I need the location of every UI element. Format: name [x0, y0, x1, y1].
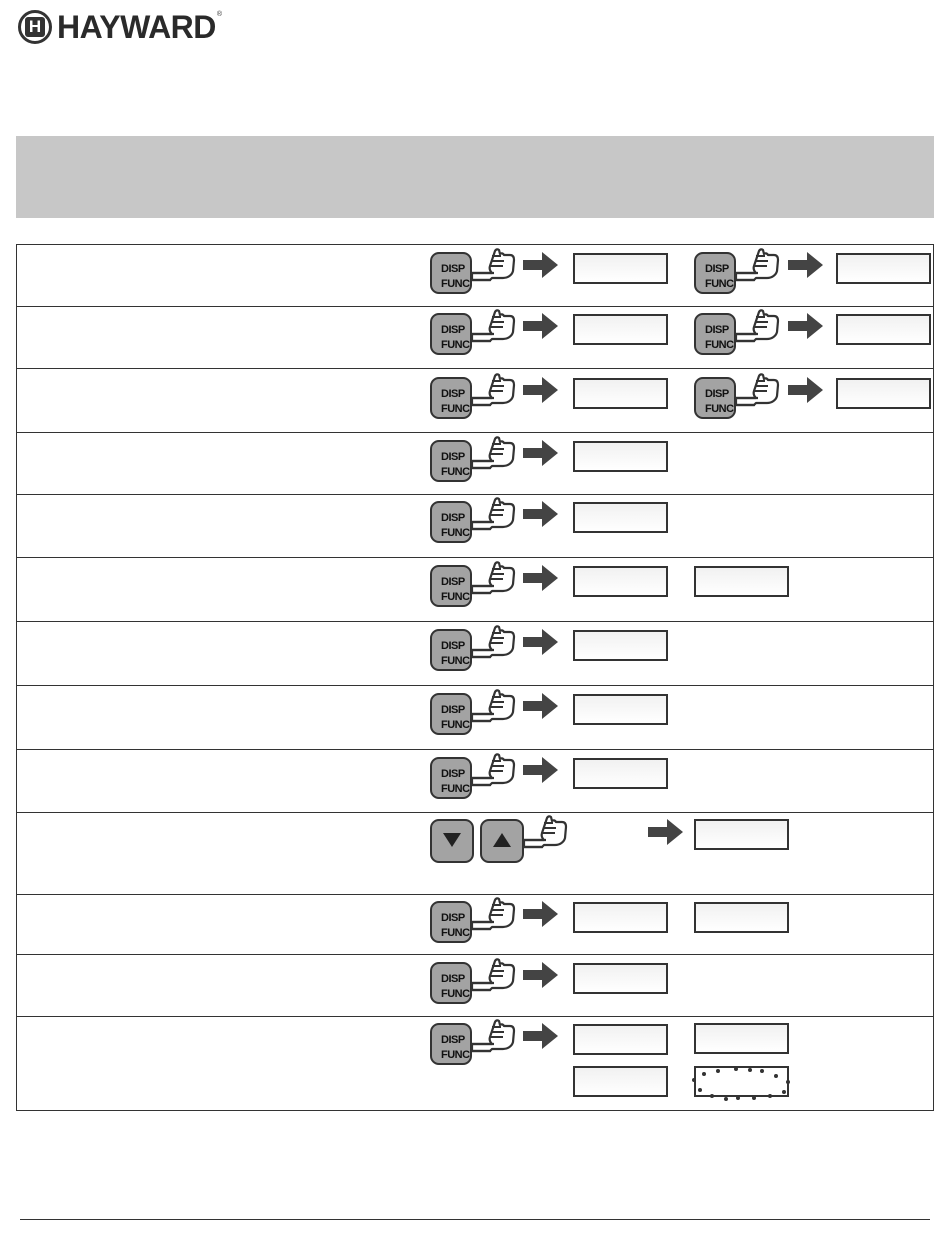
- flashing-dots-icon: [692, 1058, 796, 1110]
- disp-func-button[interactable]: [430, 308, 516, 360]
- disp-func-button[interactable]: [430, 688, 516, 740]
- disp-func-button[interactable]: [430, 624, 516, 676]
- disp-func-button[interactable]: [430, 957, 516, 1009]
- disp-func-key-icon: [694, 252, 736, 294]
- lcd-display: [836, 378, 931, 409]
- func-label: FUNC: [441, 339, 470, 351]
- disp-func-button[interactable]: [430, 560, 516, 612]
- down-button[interactable]: [430, 819, 474, 863]
- down-triangle-icon: [442, 832, 462, 848]
- disp-func-button[interactable]: [430, 435, 516, 487]
- right-arrow-icon: [523, 756, 559, 784]
- right-arrow-icon: [523, 500, 559, 528]
- disp-label: DISP: [441, 1034, 465, 1046]
- brand-name: HAYWARD: [57, 8, 216, 45]
- disp-func-button[interactable]: [430, 752, 516, 804]
- up-triangle-icon: [492, 832, 512, 848]
- disp-func-key-icon: [694, 313, 736, 355]
- disp-label: DISP: [441, 451, 465, 463]
- disp-label: DISP: [441, 912, 465, 924]
- disp-func-button[interactable]: [430, 1018, 516, 1070]
- right-arrow-icon: [523, 692, 559, 720]
- disp-func-button[interactable]: [694, 372, 780, 424]
- func-label: FUNC: [441, 466, 470, 478]
- section-banner: [16, 136, 934, 218]
- disp-func-key-icon: [694, 377, 736, 419]
- right-arrow-icon: [788, 312, 824, 340]
- disp-func-button[interactable]: [430, 372, 516, 424]
- lcd-display: [573, 253, 668, 284]
- hayward-h-logo-icon: H: [18, 10, 52, 44]
- disp-label: DISP: [441, 512, 465, 524]
- disp-func-key-icon: [430, 565, 472, 607]
- disp-label: DISP: [441, 704, 465, 716]
- disp-func-key-icon: [430, 377, 472, 419]
- func-label: FUNC: [441, 1049, 470, 1061]
- lcd-display: [573, 902, 668, 933]
- hayward-logo: [18, 9, 222, 45]
- disp-func-key-icon: [430, 501, 472, 543]
- func-label: FUNC: [705, 403, 734, 415]
- right-arrow-icon: [523, 1022, 559, 1050]
- disp-label: DISP: [441, 324, 465, 336]
- lcd-display: [573, 694, 668, 725]
- disp-label: DISP: [441, 388, 465, 400]
- disp-func-key-icon: [430, 629, 472, 671]
- right-arrow-icon: [523, 900, 559, 928]
- func-label: FUNC: [441, 927, 470, 939]
- right-arrow-icon: [648, 818, 684, 846]
- disp-func-button[interactable]: [694, 247, 780, 299]
- disp-func-key-icon: [430, 1023, 472, 1065]
- disp-label: DISP: [441, 576, 465, 588]
- right-arrow-icon: [523, 312, 559, 340]
- disp-func-key-icon: [430, 962, 472, 1004]
- registered-mark: ®: [216, 11, 223, 18]
- func-label: FUNC: [705, 339, 734, 351]
- func-label: FUNC: [441, 278, 470, 290]
- func-label: FUNC: [441, 403, 470, 415]
- lcd-display-flashing: [694, 1066, 789, 1097]
- lcd-display: [573, 502, 668, 533]
- disp-label: DISP: [441, 263, 465, 275]
- disp-label: DISP: [441, 640, 465, 652]
- lcd-display: [573, 566, 668, 597]
- lcd-display: [694, 819, 789, 850]
- disp-func-key-icon: [430, 901, 472, 943]
- disp-label: DISP: [441, 768, 465, 780]
- right-arrow-icon: [523, 376, 559, 404]
- disp-func-button[interactable]: [430, 896, 516, 948]
- lcd-display: [694, 1023, 789, 1054]
- disp-func-key-icon: [430, 440, 472, 482]
- disp-label: DISP: [705, 388, 729, 400]
- right-arrow-icon: [788, 251, 824, 279]
- disp-func-button[interactable]: [430, 496, 516, 548]
- disp-func-key-icon: [430, 252, 472, 294]
- right-arrow-icon: [523, 439, 559, 467]
- lcd-display: [573, 758, 668, 789]
- lcd-display: [573, 630, 668, 661]
- func-label: FUNC: [441, 527, 470, 539]
- lcd-display: [694, 902, 789, 933]
- disp-label: DISP: [705, 324, 729, 336]
- lcd-display: [836, 314, 931, 345]
- func-label: FUNC: [705, 278, 734, 290]
- right-arrow-icon: [788, 376, 824, 404]
- disp-label: DISP: [705, 263, 729, 275]
- func-label: FUNC: [441, 988, 470, 1000]
- lcd-display: [694, 566, 789, 597]
- right-arrow-icon: [523, 564, 559, 592]
- right-arrow-icon: [523, 628, 559, 656]
- lcd-display: [573, 1024, 668, 1055]
- disp-label: DISP: [441, 973, 465, 985]
- disp-func-key-icon: [430, 757, 472, 799]
- up-button[interactable]: [480, 819, 524, 863]
- right-arrow-icon: [523, 961, 559, 989]
- right-arrow-icon: [523, 251, 559, 279]
- up-down-buttons: [430, 814, 570, 866]
- func-label: FUNC: [441, 655, 470, 667]
- lcd-display: [573, 963, 668, 994]
- lcd-display: [836, 253, 931, 284]
- lcd-display: [573, 314, 668, 345]
- disp-func-button[interactable]: [430, 247, 516, 299]
- lcd-display: [573, 378, 668, 409]
- disp-func-key-icon: [430, 693, 472, 735]
- func-label: FUNC: [441, 719, 470, 731]
- lcd-display: [573, 1066, 668, 1097]
- func-label: FUNC: [441, 591, 470, 603]
- footer-rule: [20, 1219, 930, 1220]
- disp-func-key-icon: [430, 313, 472, 355]
- disp-func-button[interactable]: [694, 308, 780, 360]
- lcd-display: [573, 441, 668, 472]
- func-label: FUNC: [441, 783, 470, 795]
